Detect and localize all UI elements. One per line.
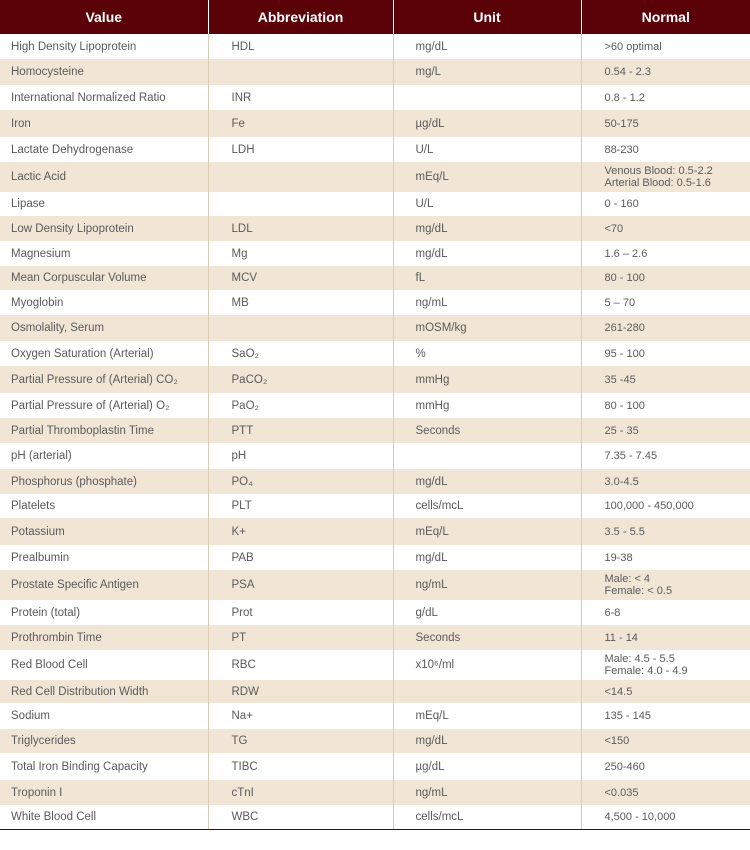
abbreviation-cell: PLT: [208, 494, 393, 518]
abbreviation-cell: [208, 192, 393, 216]
value-cell: Troponin I: [0, 780, 208, 805]
unit-cell: %: [393, 341, 581, 366]
abbreviation-cell: SaO₂: [208, 341, 393, 366]
unit-cell: mEq/L: [393, 518, 581, 545]
value-cell: Magnesium: [0, 241, 208, 266]
normal-cell: 25 - 35: [581, 418, 750, 443]
table-body: [0, 34, 750, 829]
abbreviation-cell: HDL: [208, 34, 393, 59]
table-row: [0, 625, 750, 650]
value-cell: Prealbumin: [0, 545, 208, 570]
abbreviation-cell: Mg: [208, 241, 393, 266]
value-cell: Triglycerides: [0, 729, 208, 753]
value-cell: Oxygen Saturation (Arterial): [0, 341, 208, 366]
unit-cell: mOSM/kg: [393, 315, 581, 341]
unit-cell: ng/mL: [393, 570, 581, 600]
normal-cell: 11 - 14: [581, 625, 750, 650]
table-row: [0, 443, 750, 469]
unit-cell: µg/dL: [393, 110, 581, 137]
table-row: [0, 518, 750, 545]
table-row: [0, 780, 750, 805]
value-cell: Mean Corpuscular Volume: [0, 266, 208, 290]
table-row: [0, 192, 750, 216]
value-cell: Partial Pressure of (Arterial) CO₂: [0, 366, 208, 393]
value-cell: Partial Thromboplastin Time: [0, 418, 208, 443]
value-cell: Platelets: [0, 494, 208, 518]
table-row: [0, 34, 750, 59]
unit-cell: mEq/L: [393, 703, 581, 729]
abbreviation-cell: [208, 315, 393, 341]
table-row: [0, 393, 750, 418]
normal-cell: <150: [581, 729, 750, 753]
table-row: [0, 600, 750, 625]
unit-cell: Seconds: [393, 418, 581, 443]
table-row: [0, 703, 750, 729]
table-row: [0, 315, 750, 341]
abbreviation-cell: PaCO₂: [208, 366, 393, 393]
table-row: [0, 650, 750, 680]
normal-cell: <70: [581, 216, 750, 241]
table-row: [0, 290, 750, 315]
unit-cell: fL: [393, 266, 581, 290]
normal-cell: 3.5 - 5.5: [581, 518, 750, 545]
unit-cell: mg/L: [393, 59, 581, 85]
abbreviation-cell: Na+: [208, 703, 393, 729]
normal-cell: 4,500 - 10,000: [581, 805, 750, 829]
table-row: [0, 418, 750, 443]
normal-line: Female: < 0.5: [604, 585, 673, 597]
normal-cell: 80 - 100: [581, 266, 750, 290]
normal-line: Male: 4.5 - 5.5: [604, 653, 675, 665]
unit-cell: cells/mcL: [393, 805, 581, 829]
abbreviation-cell: PT: [208, 625, 393, 650]
unit-cell: mmHg: [393, 393, 581, 418]
value-cell: Prothrombin Time: [0, 625, 208, 650]
normal-line: Arterial Blood: 0.5-1.6: [604, 177, 711, 189]
abbreviation-cell: RDW: [208, 680, 393, 703]
header-value: Value: [0, 0, 208, 34]
value-cell: Total Iron Binding Capacity: [0, 753, 208, 780]
unit-cell: g/dL: [393, 600, 581, 625]
unit-cell: Seconds: [393, 625, 581, 650]
abbreviation-cell: PO₄: [208, 469, 393, 494]
value-cell: High Density Lipoprotein: [0, 34, 208, 59]
table-row: [0, 241, 750, 266]
abbreviation-cell: LDL: [208, 216, 393, 241]
normal-line: Venous Blood: 0.5-2.2: [604, 165, 713, 177]
value-cell: Low Density Lipoprotein: [0, 216, 208, 241]
unit-cell: cells/mcL: [393, 494, 581, 518]
table-row: [0, 137, 750, 162]
abbreviation-cell: Fe: [208, 110, 393, 137]
value-cell: Lipase: [0, 192, 208, 216]
normal-cell: >60 optimal: [581, 34, 750, 59]
unit-cell: ng/mL: [393, 290, 581, 315]
unit-cell: U/L: [393, 137, 581, 162]
unit-cell: mg/dL: [393, 729, 581, 753]
normal-cell: 50-175: [581, 110, 750, 137]
table-row: [0, 469, 750, 494]
value-cell: Osmolality, Serum: [0, 315, 208, 341]
header-row: [0, 0, 750, 34]
table-row: [0, 59, 750, 85]
normal-cell: 35 -45: [581, 366, 750, 393]
abbreviation-cell: pH: [208, 443, 393, 469]
unit-cell: mg/dL: [393, 241, 581, 266]
header-unit: Unit: [393, 0, 581, 34]
table-row: [0, 570, 750, 600]
normal-cell: 6-8: [581, 600, 750, 625]
value-cell: Myoglobin: [0, 290, 208, 315]
table-row: [0, 729, 750, 753]
normal-cell: 250-460: [581, 753, 750, 780]
abbreviation-cell: [208, 59, 393, 85]
table-row: [0, 341, 750, 366]
abbreviation-cell: MCV: [208, 266, 393, 290]
normal-cell: 100,000 - 450,000: [581, 494, 750, 518]
normal-cell: 95 - 100: [581, 341, 750, 366]
unit-cell: mmHg: [393, 366, 581, 393]
value-cell: Red Blood Cell: [0, 650, 208, 680]
table-row: [0, 110, 750, 137]
normal-cell: 19-38: [581, 545, 750, 570]
header-abbreviation: Abbreviation: [208, 0, 393, 34]
normal-cell: 261-280: [581, 315, 750, 341]
abbreviation-cell: WBC: [208, 805, 393, 829]
normal-cell: 7.35 - 7.45: [581, 443, 750, 469]
abbreviation-cell: RBC: [208, 650, 393, 680]
abbreviation-cell: PAB: [208, 545, 393, 570]
value-cell: Iron: [0, 110, 208, 137]
abbreviation-cell: K+: [208, 518, 393, 545]
value-cell: White Blood Cell: [0, 805, 208, 829]
value-cell: pH (arterial): [0, 443, 208, 469]
abbreviation-cell: TG: [208, 729, 393, 753]
unit-cell: [393, 85, 581, 110]
unit-cell: µg/dL: [393, 753, 581, 780]
table-row: [0, 216, 750, 241]
abbreviation-cell: LDH: [208, 137, 393, 162]
table-row: [0, 680, 750, 703]
unit-cell: mg/dL: [393, 469, 581, 494]
normal-cell: <14.5: [581, 680, 750, 703]
normal-line: Female: 4.0 - 4.9: [604, 665, 688, 677]
abbreviation-cell: [208, 162, 393, 192]
table-row: [0, 753, 750, 780]
unit-cell: [393, 443, 581, 469]
table-row: [0, 366, 750, 393]
abbreviation-cell: PSA: [208, 570, 393, 600]
unit-cell: [393, 680, 581, 703]
unit-cell: mg/dL: [393, 34, 581, 59]
normal-cell: 0 - 160: [581, 192, 750, 216]
normal-cell: [581, 650, 750, 680]
value-cell: Partial Pressure of (Arterial) O₂: [0, 393, 208, 418]
abbreviation-cell: PTT: [208, 418, 393, 443]
normal-cell: 1.6 – 2.6: [581, 241, 750, 266]
table-row: [0, 266, 750, 290]
normal-cell: 0.54 - 2.3: [581, 59, 750, 85]
abbreviation-cell: MB: [208, 290, 393, 315]
abbreviation-cell: cTnI: [208, 780, 393, 805]
abbreviation-cell: INR: [208, 85, 393, 110]
unit-cell: U/L: [393, 192, 581, 216]
table-row: [0, 545, 750, 570]
table-row: [0, 85, 750, 110]
unit-cell: ng/mL: [393, 780, 581, 805]
normal-cell: 80 - 100: [581, 393, 750, 418]
normal-cell: 3.0-4.5: [581, 469, 750, 494]
unit-cell: x10⁶/ml: [393, 650, 581, 680]
normal-cell: <0.035: [581, 780, 750, 805]
value-cell: Homocysteine: [0, 59, 208, 85]
normal-cell: 135 - 145: [581, 703, 750, 729]
table-row: [0, 162, 750, 192]
value-cell: Phosphorus (phosphate): [0, 469, 208, 494]
normal-cell: [581, 570, 750, 600]
unit-cell: mg/dL: [393, 545, 581, 570]
value-cell: Lactate Dehydrogenase: [0, 137, 208, 162]
value-cell: Red Cell Distribution Width: [0, 680, 208, 703]
value-cell: Potassium: [0, 518, 208, 545]
value-cell: Prostate Specific Antigen: [0, 570, 208, 600]
value-cell: International Normalized Ratio: [0, 85, 208, 110]
normal-cell: [581, 162, 750, 192]
unit-cell: mEq/L: [393, 162, 581, 192]
unit-cell: mg/dL: [393, 216, 581, 241]
abbreviation-cell: TIBC: [208, 753, 393, 780]
table-row: [0, 805, 750, 829]
normal-line: Male: < 4: [604, 573, 651, 585]
normal-cell: 88-230: [581, 137, 750, 162]
normal-cell: 5 – 70: [581, 290, 750, 315]
value-cell: Protein (total): [0, 600, 208, 625]
table-row: [0, 494, 750, 518]
value-cell: Lactic Acid: [0, 162, 208, 192]
abbreviation-cell: PaO₂: [208, 393, 393, 418]
header-normal: Normal: [581, 0, 750, 34]
value-cell: Sodium: [0, 703, 208, 729]
normal-cell: 0.8 - 1.2: [581, 85, 750, 110]
abbreviation-cell: Prot: [208, 600, 393, 625]
